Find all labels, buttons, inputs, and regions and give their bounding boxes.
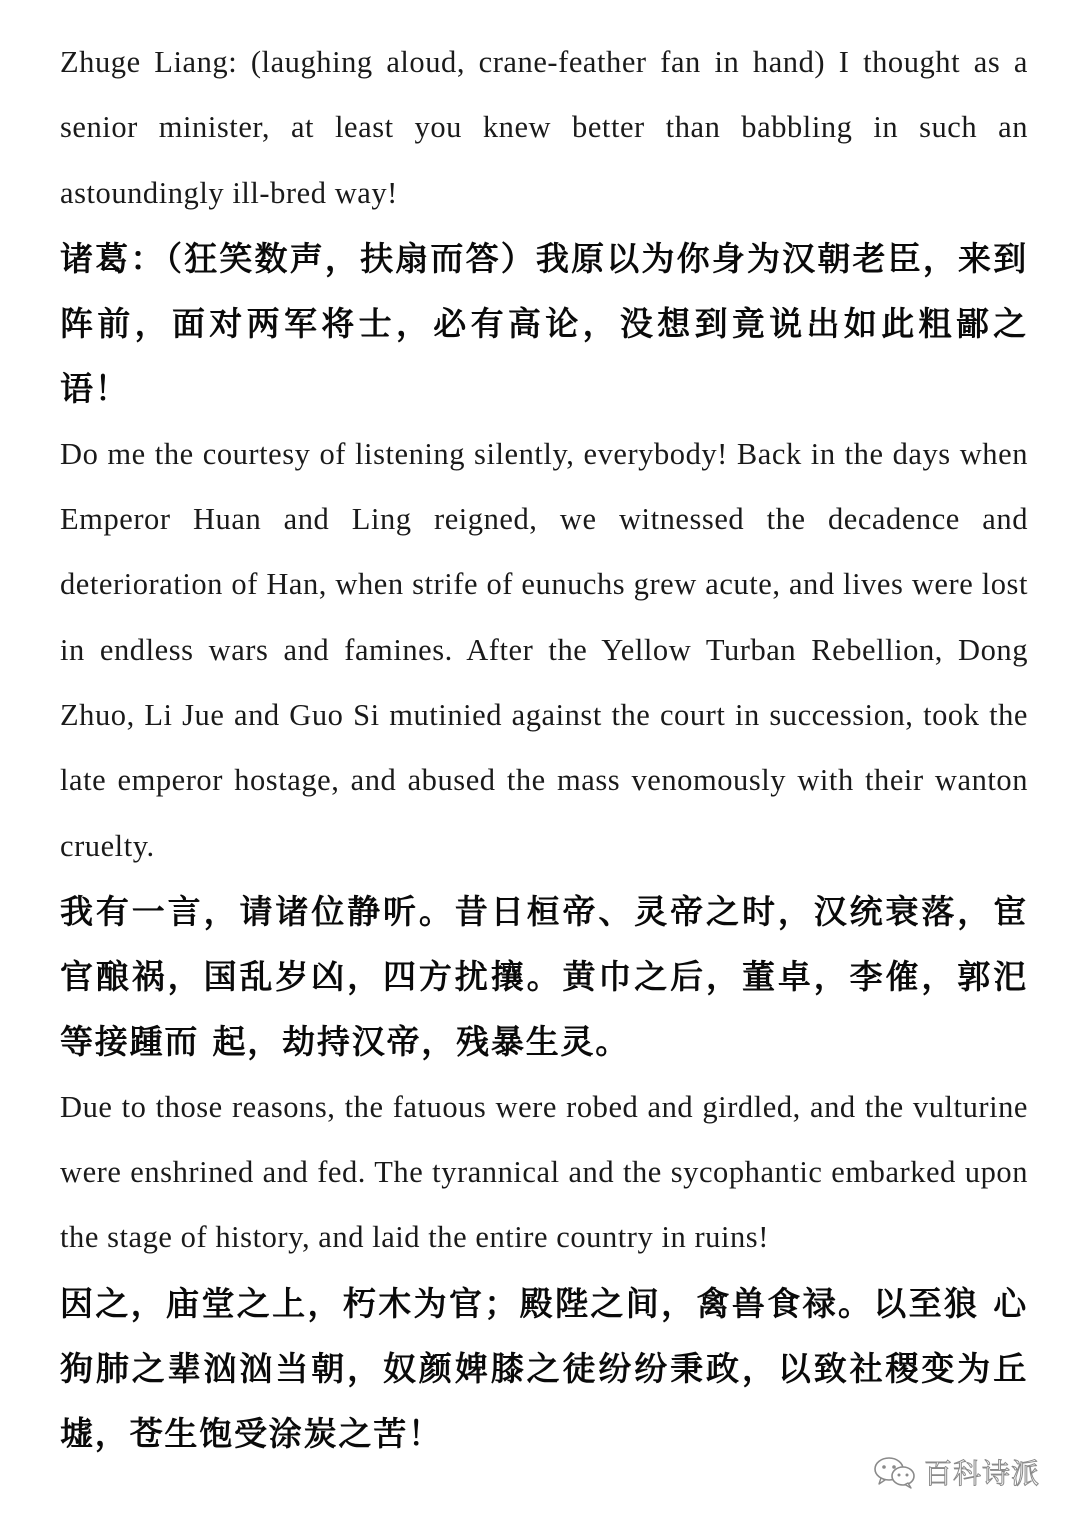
- english-paragraph-3: Due to those reasons, the fatuous were robed and girdled, and the vulturine were enshrined and fed. The tyrannical and the sycophantic embarked upon the stage of history, and laid the entire country in ruins!: [60, 1089, 1028, 1255]
- chinese-paragraph-1: 诸葛：（狂笑数声，扶扇而答）我原以为你身为汉朝老臣，来到阵前，面对两军将士，必有高论，没想到竟说出如此粗鄙之语！: [60, 238, 1028, 409]
- watermark: [872, 1452, 1040, 1492]
- english-paragraph-2: Do me the courtesy of listening silently, everybody! Back in the days when Emperor Huan and Ling reigned, we witnessed the decadence and deterioration of Han, when strife of eunuchs grew acute, and lives were lost in endless wars and famines. After the Yellow Turban Rebellion, Dong Zhuo, Li Jue and Guo Si mutinied against the court in succession, took the late emperor hostage, and abused the mass venomously with their wanton cruelty.: [60, 436, 1028, 863]
- chinese-paragraph-2: 我有一言，请诸位静听。昔日桓帝、灵帝之时，汉统衰落，宦官酿祸，国乱岁凶，四方扰攘。黄巾之后，董卓，李傕，郭汜等接踵而 起，劫持汉帝，残暴生灵。: [60, 891, 1028, 1062]
- watermark-text: 百科诗派: [924, 1457, 1041, 1490]
- document-body: [60, 30, 1028, 1467]
- chinese-paragraph-3: 因之，庙堂之上，朽木为官；殿陛之间，禽兽食禄。以至狼 心狗肺之辈汹汹当朝，奴颜婢膝之徒纷纷秉政，以致社稷变为丘墟，苍生饱受涂炭之苦！: [60, 1283, 1028, 1454]
- english-paragraph-1: Zhuge Liang: (laughing aloud, crane-feather fan in hand) I thought as a senior minister, at least you knew better than babbling in such an astoundingly ill-bred way!: [60, 45, 1028, 210]
- wechat-icon: [872, 1455, 916, 1489]
